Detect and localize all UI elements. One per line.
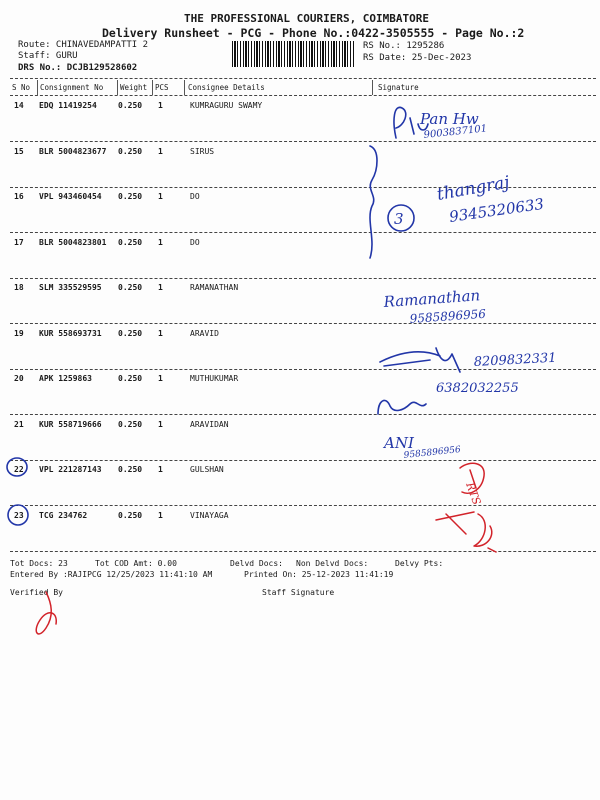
row-consignment: VPL 221287143	[39, 465, 102, 474]
row-pcs: 1	[158, 465, 163, 474]
total-cod-amount: Tot COD Amt: 0.00	[95, 559, 177, 568]
row-consignment: BLR 5004823677	[39, 147, 107, 156]
rs-date: RS Date: 25-Dec-2023	[363, 53, 472, 63]
row-consignee: GULSHAN	[190, 465, 224, 474]
verified-by-red-signature	[36, 592, 56, 634]
row-sno: 19	[14, 329, 24, 338]
delivery-points: Delvy Pts:	[395, 559, 444, 568]
row-sno: 21	[14, 420, 24, 429]
row-consignee: SIRUS	[190, 147, 215, 156]
company-title: THE PROFESSIONAL COURIERS, COIMBATORE	[184, 12, 430, 25]
row-sno: 17	[14, 238, 24, 247]
col-header-consignment: Consignment No	[40, 83, 104, 92]
row-weight: 0.250	[118, 420, 143, 429]
row-sno: 22	[14, 465, 24, 474]
handwritten-signature-row21	[382, 434, 462, 461]
row-pcs: 1	[158, 192, 163, 201]
row-consignment: KUR 558719666	[39, 420, 102, 429]
row-consignment: APK 1259863	[39, 374, 92, 383]
row-consignee: KUMRAGURU SWAMY	[190, 101, 263, 110]
handwritten-phone-row19: 8209832331	[473, 350, 557, 370]
row-pcs: 1	[158, 147, 163, 156]
entered-by: Entered By :RAJIPCG 12/25/2023 11:41:10 AM	[10, 570, 213, 579]
col-header-pcs: PCS	[155, 83, 169, 92]
red-rts-text: RTS	[463, 480, 484, 507]
row-consignment: VPL 943460454	[39, 192, 102, 201]
handwritten-signature-row16	[388, 172, 545, 231]
row-weight: 0.250	[118, 238, 143, 247]
handwritten-signature-row19	[380, 348, 557, 372]
row-pcs: 1	[158, 511, 163, 520]
route-label: Route: CHINAVEDAMPATTI 2	[18, 40, 149, 50]
handwritten-mark-row16: 3	[394, 210, 404, 228]
row-pcs: 1	[158, 329, 163, 338]
row-weight: 0.250	[118, 329, 143, 338]
row-weight: 0.250	[118, 511, 143, 520]
row-consignee: ARAVIDAN	[190, 420, 229, 429]
printed-on: Printed On: 25-12-2023 11:41:19	[244, 570, 394, 579]
row-pcs: 1	[158, 238, 163, 247]
total-docs: Tot Docs: 23	[10, 559, 68, 568]
handwritten-circle-mark	[8, 505, 28, 525]
row-weight: 0.250	[118, 374, 143, 383]
row-weight: 0.250	[118, 101, 143, 110]
row-pcs: 1	[158, 101, 163, 110]
handwritten-signature-row20	[378, 381, 519, 414]
handwritten-bracket-mark	[370, 146, 377, 258]
verified-by-label: Verified By	[10, 588, 63, 597]
row-pcs: 1	[158, 374, 163, 383]
handwritten-circle-mark	[7, 458, 27, 476]
delivered-docs: Delvd Docs:	[230, 559, 283, 568]
row-weight: 0.250	[118, 147, 143, 156]
row-consignee: ARAVID	[190, 329, 219, 338]
red-rts-mark	[436, 463, 496, 552]
handwritten-sig-text: Pan Hw	[420, 110, 479, 128]
handwritten-sig-text: ANI	[384, 434, 414, 452]
staff-signature-label: Staff Signature	[262, 588, 335, 597]
row-consignee: VINAYAGA	[190, 511, 229, 520]
row-sno: 14	[14, 101, 24, 110]
row-consignee: DO	[190, 238, 200, 247]
col-header-consignee: Consignee Details	[188, 83, 265, 92]
handwritten-sig-text: thangraj	[435, 172, 512, 205]
row-sno: 15	[14, 147, 24, 156]
rs-number: RS No.: 1295286	[363, 41, 445, 51]
drs-number: DRS No.: DCJB129528602	[18, 63, 138, 73]
row-sno: 18	[14, 283, 24, 292]
row-consignment: BLR 5004823801	[39, 238, 107, 247]
handwritten-signature-row18	[382, 286, 487, 326]
row-consignee: RAMANATHAN	[190, 283, 239, 292]
handwritten-phone-row14: 9003837101	[423, 123, 488, 141]
row-weight: 0.250	[118, 192, 143, 201]
col-header-sno: S No	[12, 83, 31, 92]
row-consignment: TCG 234762	[39, 511, 88, 520]
row-pcs: 1	[158, 420, 163, 429]
col-header-weight: Weight	[120, 83, 148, 92]
handwritten-sig-text: Ramanathan	[383, 286, 481, 311]
non-delivered-docs: Non Delvd Docs:	[296, 559, 369, 568]
row-consignment: EDQ 11419254	[39, 101, 97, 110]
row-sno: 20	[14, 374, 24, 383]
handwritten-phone-row16: 9345320633	[448, 194, 546, 226]
row-consignment: SLM 335529595	[39, 283, 102, 292]
row-sno: 16	[14, 192, 24, 201]
row-weight: 0.250	[118, 283, 143, 292]
row-sno: 23	[14, 511, 24, 520]
row-consignee: DO	[190, 192, 200, 201]
handwritten-phone-row18: 9585896956	[409, 306, 487, 326]
staff-label: Staff: GURU	[18, 51, 78, 61]
runsheet-subtitle: Delivery Runsheet - PCG - Phone No.:0422-3505555 - Page No.:2	[102, 26, 525, 40]
col-header-signature: Signature	[378, 83, 419, 92]
row-pcs: 1	[158, 283, 163, 292]
handwritten-signature-row14	[394, 107, 488, 141]
handwritten-phone-row21: 9585896956	[403, 445, 462, 461]
handwritten-phone-row20: 6382032255	[436, 381, 519, 396]
row-weight: 0.250	[118, 465, 143, 474]
row-consignee: MUTHUKUMAR	[190, 374, 239, 383]
row-consignment: KUR 558693731	[39, 329, 102, 338]
